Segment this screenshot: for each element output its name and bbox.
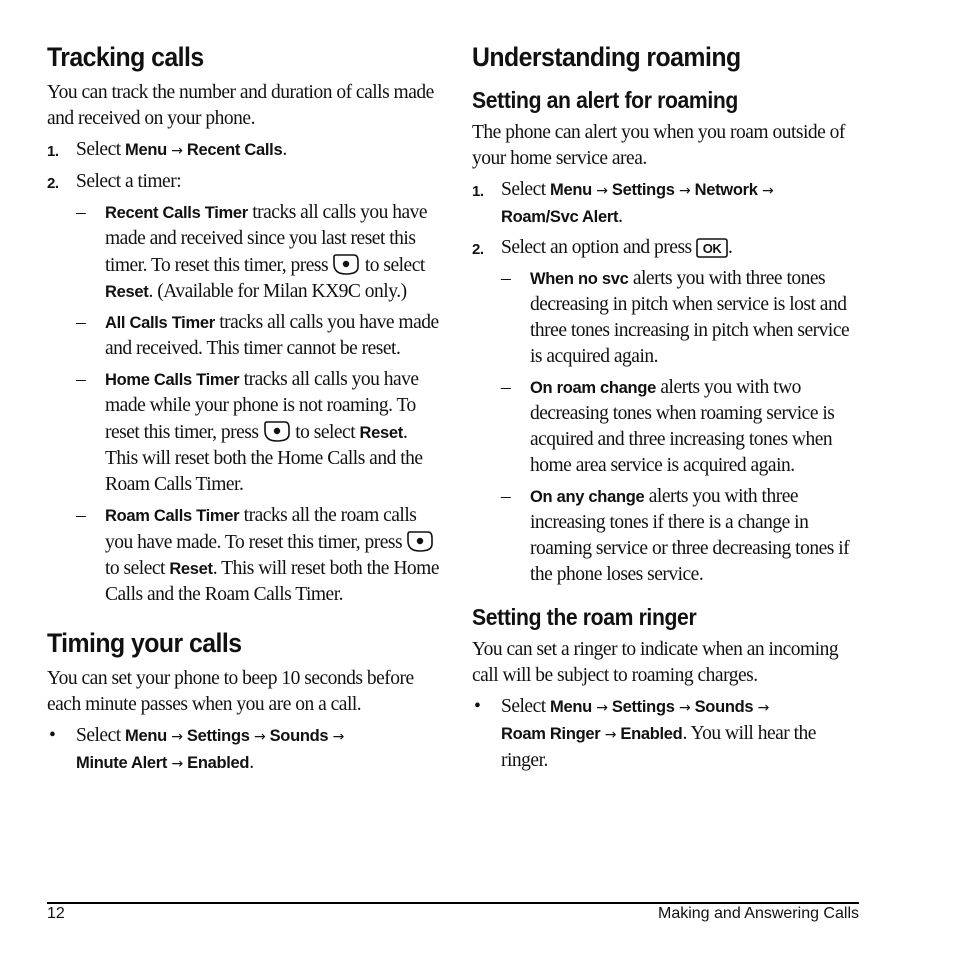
- tracking-step-2: 2. Select a timer:: [47, 169, 439, 195]
- arrow-right-icon: →: [761, 183, 774, 199]
- arrow-right-icon: →: [678, 183, 691, 199]
- timer-recent-calls: – Recent Calls Timer tracks all calls you have made and received since you last reset this timer. To reset this timer, press to select Reset. (Available for Milan KX9C only.): [76, 202, 428, 302]
- timer-name: All Calls Timer: [105, 314, 215, 332]
- option-when-no-svc: – When no svc alerts you with three tones decreasing in pitch when service is lost and three tones increasing in pitch when service is acquired again.: [501, 268, 850, 367]
- right-column: [472, 38, 864, 774]
- timer-name: Home Calls Timer: [105, 371, 240, 389]
- footer-divider: [47, 902, 859, 904]
- understanding-roaming-heading: Understanding roaming: [472, 42, 741, 72]
- timing-intro: You can set your phone to beep 10 seconds before each minute passes when you are on a call.: [47, 668, 414, 715]
- page-number: 12: [47, 905, 65, 922]
- alert-roaming-heading: Setting an alert for roaming: [472, 87, 738, 113]
- arrow-right-icon: →: [171, 729, 183, 745]
- timer-name: Recent Calls Timer: [105, 204, 248, 222]
- arrow-right-icon: →: [171, 756, 183, 772]
- ringer-step: • Select Menu → Settings → Sounds → Roam Ringer → Enabled. You will hear the ringer.: [474, 696, 816, 771]
- arrow-right-icon: →: [757, 700, 769, 716]
- arrow-right-icon: →: [678, 700, 691, 716]
- alert-step-2: 2. Select an option and press OK .: [472, 235, 864, 261]
- chapter-title: Making and Answering Calls: [658, 905, 859, 922]
- timing-calls-heading: Timing your calls: [47, 628, 242, 658]
- roam-ringer-heading: Setting the roam ringer: [472, 604, 697, 630]
- alert-step-1: 1. Select Menu → Settings → Network → Roam/Svc Alert.: [472, 179, 774, 227]
- tracking-intro: You can track the number and duration of calls made and received on your phone.: [47, 82, 434, 129]
- option-on-any-change: – On any change alerts you with three increasing tones if there is a change in roaming service or three decreasing tones if the phone loses service.: [501, 486, 850, 585]
- arrow-right-icon: →: [596, 700, 608, 716]
- svg-text:OK: OK: [702, 241, 722, 256]
- arrow-right-icon: →: [332, 729, 344, 745]
- navigation-key-icon: [263, 419, 291, 443]
- timing-step: • Select Menu → Settings → Sounds → Minute Alert → Enabled.: [49, 725, 344, 773]
- ok-key-icon: [696, 238, 728, 258]
- left-column: [47, 38, 439, 777]
- tracking-calls-heading: Tracking calls: [47, 42, 204, 72]
- tracking-step-1: 1. Select Menu → Recent Calls.: [47, 137, 439, 164]
- alert-intro: The phone can alert you when you roam outside of your home service area.: [472, 122, 845, 169]
- step-number: 2.: [47, 175, 59, 192]
- arrow-right-icon: →: [253, 729, 266, 745]
- ringer-intro: You can set a ringer to indicate when an incoming call will be subject to roaming charges.: [472, 639, 839, 686]
- arrow-right-icon: →: [596, 183, 608, 199]
- timer-all-calls: – All Calls Timer tracks all calls you have made and received. This timer cannot be reset.: [76, 312, 439, 359]
- step-number: 1.: [47, 143, 59, 160]
- step-number: 2.: [472, 241, 484, 258]
- navigation-key-icon: [332, 252, 360, 276]
- recent-calls-label: Recent Calls: [186, 141, 283, 159]
- timer-name: Roam Calls Timer: [105, 507, 240, 525]
- navigation-key-icon: [406, 529, 434, 553]
- option-on-roam-change: – On roam change alerts you with two decreasing tones when roaming service is acquired and three increasing tones when home area service is acquired again.: [501, 377, 835, 476]
- arrow-right-icon: →: [171, 143, 183, 159]
- arrow-right-icon: →: [604, 727, 616, 743]
- step-number: 1.: [472, 183, 484, 200]
- timer-home-calls: – Home Calls Timer tracks all calls you have made while your phone is not roaming. To reset this timer, press to select Reset. This will reset both the Home Calls and the Roam Calls Timer.: [76, 369, 423, 495]
- timer-roam-calls: – Roam Calls Timer tracks all the roam calls you have made. To reset this timer, press to select Reset. This will reset both the Home Calls and the Roam Calls Timer.: [76, 505, 439, 605]
- menu-label: Menu: [125, 141, 167, 159]
